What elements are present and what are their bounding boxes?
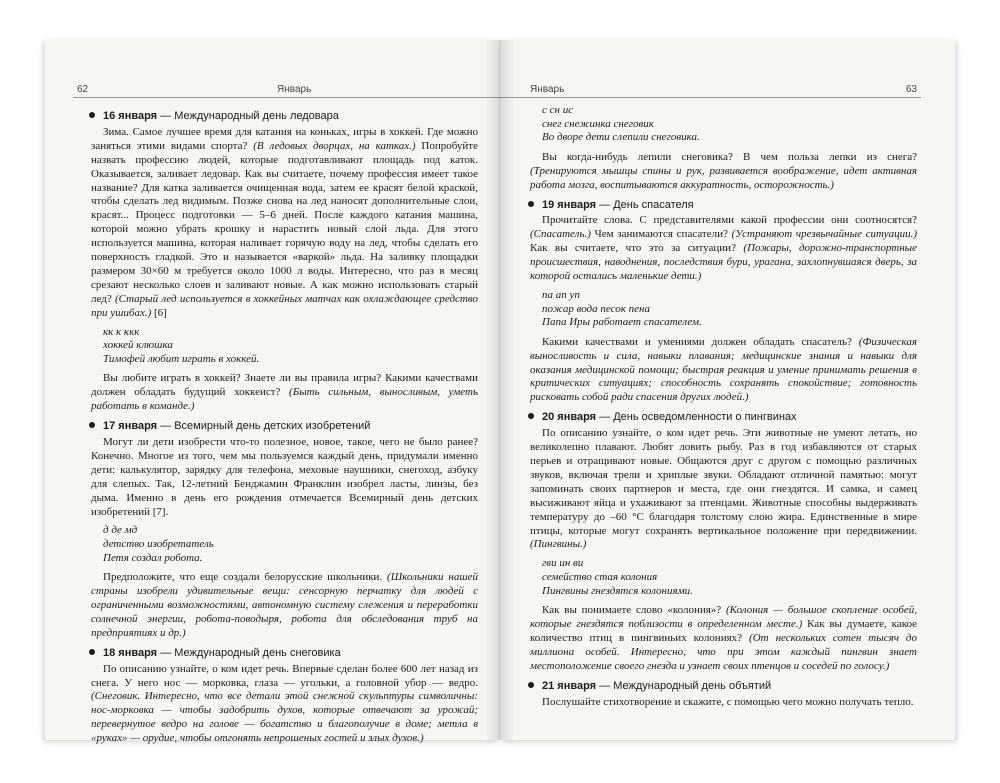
right-page-content xyxy=(530,104,917,709)
section-heading-18-jan xyxy=(89,647,478,661)
exercise-line: пожар вода песок пена xyxy=(542,302,650,315)
header-rule xyxy=(73,97,500,98)
book-spread xyxy=(45,40,955,745)
section-date: 21 января xyxy=(542,679,597,692)
paragraph xyxy=(530,604,917,674)
section-date: 18 января xyxy=(103,646,158,659)
text: Прочитайте слова. С представителями какой профессии они соотносятся? xyxy=(542,214,917,227)
exercise-line: с сн ис xyxy=(542,104,574,116)
paragraph: Послушайте стихотворение и скажите, с помощью чего можно получать тепло. xyxy=(542,695,914,708)
text: Как вы считаете, что это за ситуации? xyxy=(530,242,736,255)
bullet-icon xyxy=(528,413,534,419)
paragraph xyxy=(530,214,917,284)
paragraph xyxy=(91,663,478,746)
text: Как вы понимаете слово «колония»? xyxy=(542,604,722,617)
bullet-icon xyxy=(89,649,95,655)
text: Как вы думаете, какое количество птиц в пингвиньих колониях? xyxy=(530,618,917,644)
speech-exercise xyxy=(103,326,478,367)
section-date: 20 января xyxy=(542,411,597,424)
section-heading-19-jan xyxy=(528,199,917,213)
bullet-icon xyxy=(528,682,534,688)
paragraph xyxy=(91,372,478,414)
speech-exercise xyxy=(542,104,917,145)
left-page-content xyxy=(91,104,478,746)
section-date: 17 января xyxy=(103,420,158,433)
running-title: Январь xyxy=(277,84,312,95)
exercise-line: кк к ккк xyxy=(103,325,140,338)
paragraph xyxy=(530,336,917,406)
section-date: 16 января xyxy=(103,110,158,122)
paragraph xyxy=(530,427,917,552)
answer-text: (Пингвины.) xyxy=(530,538,587,551)
speech-exercise xyxy=(542,289,917,330)
exercise-line: гви ин ви xyxy=(542,557,584,570)
answer-text: (Спасатель.) xyxy=(530,228,591,241)
text: Вы когда-нибудь лепили снеговика? В чем польза лепки из снега? xyxy=(542,150,917,163)
section-title: — Международный день ледовара xyxy=(157,110,339,122)
reference: [6] xyxy=(151,306,167,319)
book-gutter xyxy=(485,40,515,740)
exercise-line: Во дворе дети слепили снеговика. xyxy=(542,131,700,144)
text: Предположите, что еще создали белорусские школьники. xyxy=(103,571,383,584)
paragraph xyxy=(91,571,478,641)
section-heading-21-jan xyxy=(528,680,917,694)
exercise-line: семейство стая колония xyxy=(542,570,658,583)
bullet-icon xyxy=(528,201,534,207)
section-heading-16-jan xyxy=(89,110,478,124)
answer-text: (Старый лед используется в хоккейных матчах как охлаждающее средство при ушибах.) xyxy=(91,292,479,319)
answer-text: (От нескольких сотен тысяч до миллиона особей. Интересно, что при этом каждый пингвин знает местоположение своего гнезда и узнает своих птенцов и соседей по голосу.) xyxy=(530,631,917,672)
exercise-line: д де мд xyxy=(103,524,138,537)
text: Зима. Самое лучшее время для катания на коньках, игры в хоккей. Где можно заняться этими видами спорта? xyxy=(91,125,478,152)
bullet-icon xyxy=(89,112,95,118)
speech-exercise xyxy=(542,557,917,598)
answer-text: (Быть сильным, выносливым, уметь работать в команде.) xyxy=(91,386,478,413)
answer-text: (Школьники нашей страны изобрели удивительные вещи: сенсорную перчатку для людей с ограниченными возможностями, автономную систему слежения и переработки солнечной энергии, робота-поводыря, робота для обследования труб на предприятиях и др.) xyxy=(91,571,479,639)
answer-text: (Пожары, дорожно-транспортные происшествия, наводнения, последствия бури, урагана, захлопнувшаяся дверь, за которой остались маленькие дети.) xyxy=(530,242,917,283)
section-date: 19 января xyxy=(542,198,597,211)
section-title: — Международный день объятий xyxy=(596,679,772,692)
section-title: — Международный день снеговика xyxy=(157,646,341,659)
text: По описанию узнайте, о ком идет речь. Впервые сделан более 600 лет назад из снега. У него нос — морковка, глаза — угольки, а головной убор — ведро. xyxy=(91,662,478,689)
answer-text: (Тренируются мышцы спины и рук, развивается воображение, идет активная работа мозга, воспитываются аккуратность, осторожность.) xyxy=(530,164,917,191)
exercise-line: Тимофей любит играть в хоккей. xyxy=(103,352,260,365)
section-heading-20-jan xyxy=(528,411,917,425)
page-number: 62 xyxy=(77,84,89,95)
section-title: — День осведомленности о пингвинах xyxy=(596,411,797,424)
running-title: Январь xyxy=(530,84,565,95)
text: Какими качествами и умениями должен обладать спасатель? xyxy=(542,335,852,348)
answer-text: (В ледовых дворцах, на катках.) xyxy=(253,139,416,152)
answer-text: (Устраняют чрезвычайные ситуации.) xyxy=(731,228,918,241)
exercise-line: хоккей клюшка xyxy=(103,339,173,352)
answer-text: (Снеговик. Интересно, что все детали этой снежной скульптуры символичны: нос-морковка — чтобы задобрить духов, которые отвечают за урожай; перевернутое ведро на голове — богатство и благополучие в доме; метла в «руках» — орудие, чтобы отгонять непрошеных гостей и злых духов.) xyxy=(91,690,478,745)
answer-text: (Физическая выносливость и сила, навыки плавания; медицинские знания и навыки для оказания медицинской помощи; быстрая реакция и умение принимать решения в критических ситуациях; способность сохранять спокойствие; готовность рисковать собой ради спасения других людей.) xyxy=(530,335,918,404)
exercise-line: Пингвины гнездятся колониями. xyxy=(542,584,693,597)
exercise-line: детство изобретатель xyxy=(103,538,214,551)
section-heading-17-jan xyxy=(89,420,478,434)
exercise-line: Папа Иры работает спасателем. xyxy=(542,316,702,329)
paragraph: Могут ли дети изобрести что-то полезное, новое, такое, чего не было ранее? Конечно. Многое из того, чем мы пользуемся каждый день, придумали именно дети: калькулятор, зарядку для телефона, меховые наушники, снегоход, азбуку для слепых. Так, 12-летний Бенджамин Франклин изобрел ласты, линзы, без дыма. Именно в день его рождения отмечается Всемирный день детских изобретений [7]. xyxy=(91,436,478,518)
bullet-icon xyxy=(89,422,95,428)
paragraph xyxy=(530,151,917,193)
text: По описанию узнайте, о ком идет речь. Эти животные не умеют летать, но великолепно плавают. Любят ловить рыбу. Раз в год избавляются от старых перьев и отращивают новые. Общаются друг с другом с помощью различных звуков, включая трели и хриплые звуки. Обладают отличной памятью: могут запоминать своих партнеров и места, где они гнездятся. И самка, и самец высиживают яйца и ухаживают за птенцами. Животные способны выдерживать температуру до –60 °С благодаря толстому слою жира. Единственные в мире птицы, которые могут сохранять вертикальное положение при передвижении. xyxy=(530,427,917,537)
exercise-line: Петя создал робота. xyxy=(103,551,203,564)
text: Попробуйте назвать профессию людей, которые подготавливают площадь под каток. Оказывается, заливает ледовар. Как вы считаете, почему профессия имеет такое название? Для катка заливается очищенная вода, затем ее красят белой краской, чтобы сделать лед видимым. Позже снова на лед наносят дополнительные слои, красят... Процесс подготовки — 5–6 дней. После каждого катания машина, которой можно убрать крошку и нарастить новый слой льда. Для этого используется машина, которая наливает горячую воду на лед, чтобы сделать его поверхность гладкой. Это и называется «варкой» льда. На заливку площадки размером 30×60 м требуется около 1000 л воды. Интересно, что раз в месяц срезают несколько слоев и заливают новые. А как можно использовать старый лед? xyxy=(91,139,478,305)
exercise-line: па ап уп xyxy=(542,288,580,301)
header-rule xyxy=(500,97,921,98)
section-title: — День спасателя xyxy=(596,198,694,211)
speech-exercise xyxy=(103,524,478,565)
answer-text: (Колония — большое скопление особей, которые гнездятся поблизости в определенном месте.) xyxy=(530,604,918,630)
section-title: — Всемирный день детских изобретений xyxy=(157,420,371,433)
text: Чем занимаются спасатели? xyxy=(590,228,728,241)
page-number: 63 xyxy=(905,84,917,95)
text: Вы любите играть в хоккей? Знаете ли вы правила игры? Какими качествами должен обладать будущий хоккеист? xyxy=(91,372,478,399)
paragraph xyxy=(91,126,478,321)
exercise-line: снег снежинка снеговик xyxy=(542,117,654,130)
